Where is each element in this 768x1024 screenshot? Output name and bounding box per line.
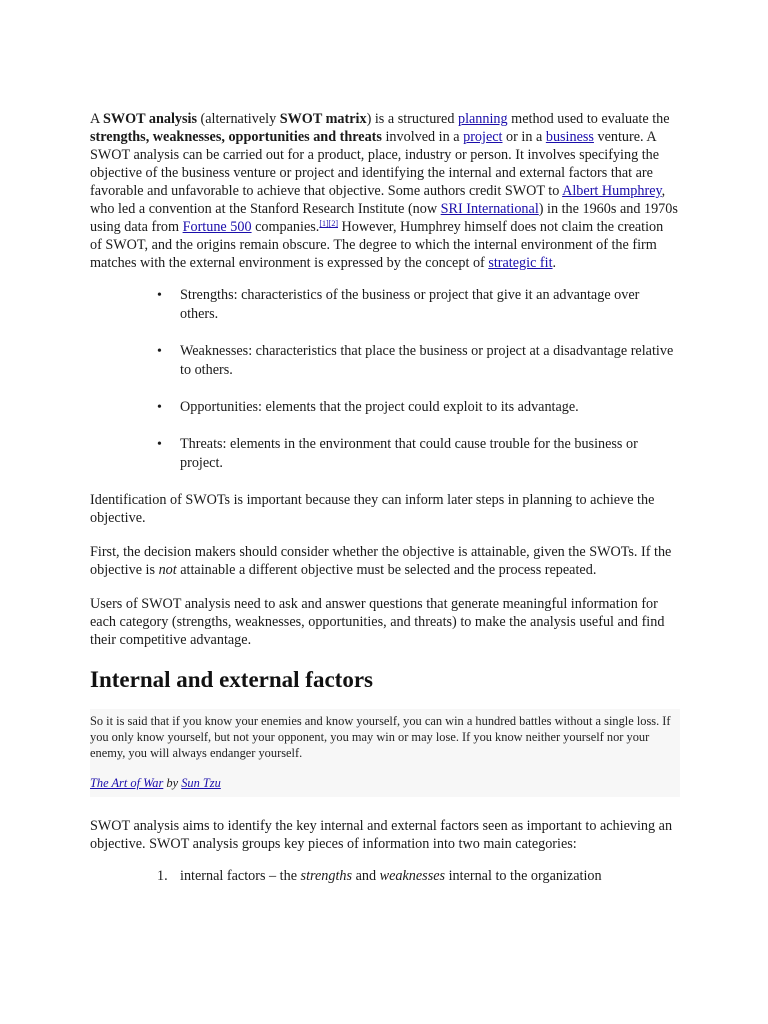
intro-paragraph: A SWOT analysis (alternatively SWOT matrix) is a structured planning method used to evaluate the strengths, weaknesses, opportunities and threats involved in a project or in a business venture. A SWOT analysis can be carried out for a product, place, industry or person. It involves specifying the objective of the business venture or project and identifying the internal and external factors that are favorable and unfavorable to achieve that objective. Some authors credit SWOT to Albert Humphrey, who led a convention at the Stanford Research Institute (now SRI International) in the 1960s and 1970s using data from Fortune 500 companies.[1][2] However, Humphrey himself does not claim the creation of SWOT, and the origins remain obscure. The degree to which the internal environment of the firm matches with the external environment is expressed by the concept of strategic fit. (90, 111, 678, 271)
link-sri-international[interactable]: SRI International (440, 201, 539, 217)
swot-bullet-list (90, 286, 678, 473)
citation-1[interactable]: [1] (319, 219, 329, 228)
article (90, 110, 678, 885)
list-item: 1. internal factors – the strengths and weaknesses internal to the organization (157, 868, 602, 884)
link-art-of-war[interactable]: The Art of War (90, 776, 164, 790)
link-business[interactable]: business (545, 129, 594, 145)
swot-terms: strengths, weaknesses, opportunities and threats (90, 129, 382, 145)
link-strategic-fit[interactable]: strategic fit (488, 255, 553, 271)
link-fortune-500[interactable]: Fortune 500 (182, 219, 252, 235)
swot-matrix-term: SWOT matrix (279, 111, 367, 127)
bullet-icon: • (157, 400, 162, 415)
bullet-icon: • (157, 437, 162, 452)
list-number: 1. (157, 868, 168, 884)
link-planning[interactable]: planning (457, 111, 508, 127)
list-item: • Strengths: characteristics of the business or project that give it an advantage over others. (157, 287, 640, 322)
factors-list (90, 867, 678, 885)
quote-citation: The Art of War by Sun Tzu (90, 776, 221, 790)
users-paragraph: Users of SWOT analysis need to ask and answer questions that generate meaningful information for each category (strengths, weaknesses, opportunities, and threats) to make the analysis useful and find their competitive advantage. (90, 596, 665, 648)
emphasis-not: not (158, 562, 177, 578)
bullet-icon: • (157, 344, 162, 359)
swot-analysis-term: SWOT analysis (103, 111, 197, 127)
list-item: • Threats: elements in the environment that could cause trouble for the business or project. (157, 436, 638, 471)
bullet-icon: • (157, 288, 162, 303)
link-sun-tzu[interactable]: Sun Tzu (181, 776, 221, 790)
section-heading: Internal and external factors (90, 667, 373, 692)
list-item: • Opportunities: elements that the project could exploit to its advantage. (157, 399, 579, 415)
list-item: • Weaknesses: characteristics that place the business or project at a disadvantage relative to others. (157, 343, 674, 378)
identification-paragraph: Identification of SWOTs is important because they can inform later steps in planning to achieve the objective. (90, 492, 655, 526)
aims-paragraph: SWOT analysis aims to identify the key internal and external factors seen as important to achieving an objective. SWOT analysis groups key pieces of information into two main categories: (90, 818, 673, 852)
quote-text: So it is said that if you know your enemies and know yourself, you can win a hundred battles without a single loss. If you only know yourself, but not your opponent, you may win or may lose. If you know neither yourself nor your enemy, you will always endanger yourself. (90, 714, 671, 760)
citation-refs (319, 219, 338, 228)
link-albert-humphrey[interactable]: Albert Humphrey (562, 183, 662, 199)
citation-2[interactable]: [2] (328, 219, 338, 228)
quote-box (90, 709, 680, 797)
decision-paragraph: First, the decision makers should consider whether the objective is attainable, given the SWOTs. If the objective is not attainable a different objective must be selected and the process repeated. (90, 544, 672, 578)
link-project[interactable]: project (463, 129, 503, 145)
